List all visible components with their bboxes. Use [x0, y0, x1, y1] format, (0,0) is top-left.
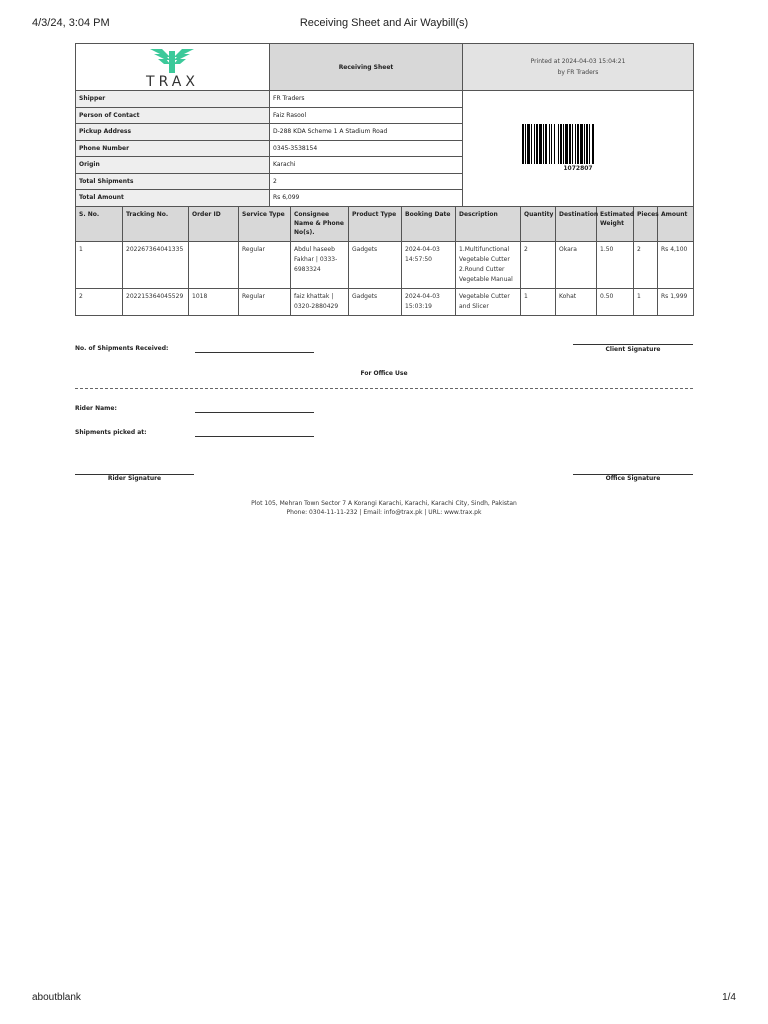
shipments-received-line	[195, 352, 314, 353]
column-header: Order ID	[189, 206, 239, 241]
table-cell: 202215364045529	[123, 288, 189, 315]
table-cell: 1.50	[597, 241, 634, 288]
shipments-received-label: No. of Shipments Received:	[75, 345, 169, 352]
print-page-number: 1/4	[722, 992, 736, 1003]
info-value: 0345-3538154	[270, 140, 463, 157]
info-label: Origin	[76, 157, 270, 174]
info-value: FR Traders	[270, 91, 463, 108]
column-header: S. No.	[76, 206, 123, 241]
table-cell: 1	[634, 288, 658, 315]
column-header: Estimated Weight	[597, 206, 634, 241]
table-cell: 2	[76, 288, 123, 315]
column-header: Tracking No.	[123, 206, 189, 241]
column-header: Product Type	[349, 206, 402, 241]
barcode-bar	[594, 124, 595, 164]
table-row	[76, 288, 694, 315]
company-contact: Phone: 0304-11-11-232 | Email: info@trax.pk | URL: www.trax.pk	[286, 509, 482, 516]
column-header: Booking Date	[402, 206, 456, 241]
rider-name-label: Rider Name:	[75, 405, 117, 412]
table-cell: Regular	[239, 288, 291, 315]
divider-dashed	[75, 388, 693, 389]
printed-at: Printed at 2024-04-03 15:04:21	[530, 58, 626, 65]
table-cell: 2	[634, 241, 658, 288]
logo-cell	[76, 44, 270, 91]
info-value: D-288 KDA Scheme 1 A Stadium Road	[270, 124, 463, 141]
table-cell: Kohat	[556, 288, 597, 315]
column-header: Service Type	[239, 206, 291, 241]
info-value: Karachi	[270, 157, 463, 174]
printed-info	[463, 44, 694, 91]
table-cell: 1.Multifunctional Vegetable Cutter 2.Round Cutter Vegetable Manual	[456, 241, 521, 288]
print-header	[32, 17, 736, 33]
info-label: Person of Contact	[76, 107, 270, 124]
table-cell: faiz khattak | 0320-2880429	[291, 288, 349, 315]
logo-text: TRAX	[146, 73, 199, 90]
info-value: 2	[270, 173, 463, 190]
office-use-label: For Office Use	[360, 370, 408, 377]
info-label: Pickup Address	[76, 124, 270, 141]
table-cell: Rs 1,999	[658, 288, 694, 315]
info-label: Total Shipments	[76, 173, 270, 190]
table-cell: 2024-04-03 15:03:19	[402, 288, 456, 315]
table-cell	[189, 241, 239, 288]
info-value: Rs 6,099	[270, 190, 463, 207]
table-cell: 0.50	[597, 288, 634, 315]
table-cell: 1	[76, 241, 123, 288]
info-label: Shipper	[76, 91, 270, 108]
barcode-number: 1072807	[563, 165, 593, 173]
table-cell: Abdul haseeb Fakhar | 0333-6983324	[291, 241, 349, 288]
column-header: Quantity	[521, 206, 556, 241]
office-signature-label: Office Signature	[605, 475, 661, 482]
table-cell: Gadgets	[349, 241, 402, 288]
table-cell: 2	[521, 241, 556, 288]
table-row	[76, 241, 694, 288]
barcode	[522, 124, 634, 173]
table-cell: 1018	[189, 288, 239, 315]
shipments-picked-label: Shipments picked at:	[75, 429, 147, 436]
column-header: Destination	[556, 206, 597, 241]
trax-logo-icon	[148, 47, 196, 73]
table-cell: Rs 4,100	[658, 241, 694, 288]
receiving-sheet	[75, 43, 693, 316]
column-header: Consignee Name & Phone No(s).	[291, 206, 349, 241]
info-value: Faiz Rasool	[270, 107, 463, 124]
shipments-table	[75, 206, 694, 316]
company-footer	[75, 499, 693, 517]
table-cell: Okara	[556, 241, 597, 288]
info-label: Total Amount	[76, 190, 270, 207]
printed-by: by FR Traders	[557, 69, 599, 76]
barcode-cell	[463, 91, 694, 207]
table-header-row	[76, 206, 694, 241]
print-footer	[32, 992, 736, 1006]
table-cell: Vegetable Cutter and Slicer	[456, 288, 521, 315]
table-cell: 2024-04-03 14:57:50	[402, 241, 456, 288]
client-signature-label: Client Signature	[605, 346, 661, 353]
table-cell: Gadgets	[349, 288, 402, 315]
column-header: Amount	[658, 206, 694, 241]
shipments-picked-line	[195, 436, 314, 437]
header-table	[75, 43, 694, 207]
table-cell: Regular	[239, 241, 291, 288]
sheet-title: Receiving Sheet	[270, 44, 463, 91]
table-cell: 202267364041335	[123, 241, 189, 288]
column-header: Description	[456, 206, 521, 241]
client-signature-line	[573, 344, 693, 345]
barcode-bars	[522, 124, 634, 164]
rider-name-line	[195, 412, 314, 413]
print-datetime: 4/3/24, 3:04 PM	[32, 17, 110, 29]
trax-logo	[146, 47, 199, 90]
rider-signature-label: Rider Signature	[107, 475, 162, 482]
table-cell: 1	[521, 288, 556, 315]
info-label: Phone Number	[76, 140, 270, 157]
print-title: Receiving Sheet and Air Waybill(s)	[299, 17, 469, 29]
column-header: Pieces	[634, 206, 658, 241]
company-address: Plot 105, Mehran Town Sector 7 A Korangi Karachi, Karachi, Karachi City, Sindh, Pakistan	[251, 500, 517, 507]
print-url: aboutblank	[32, 992, 81, 1003]
